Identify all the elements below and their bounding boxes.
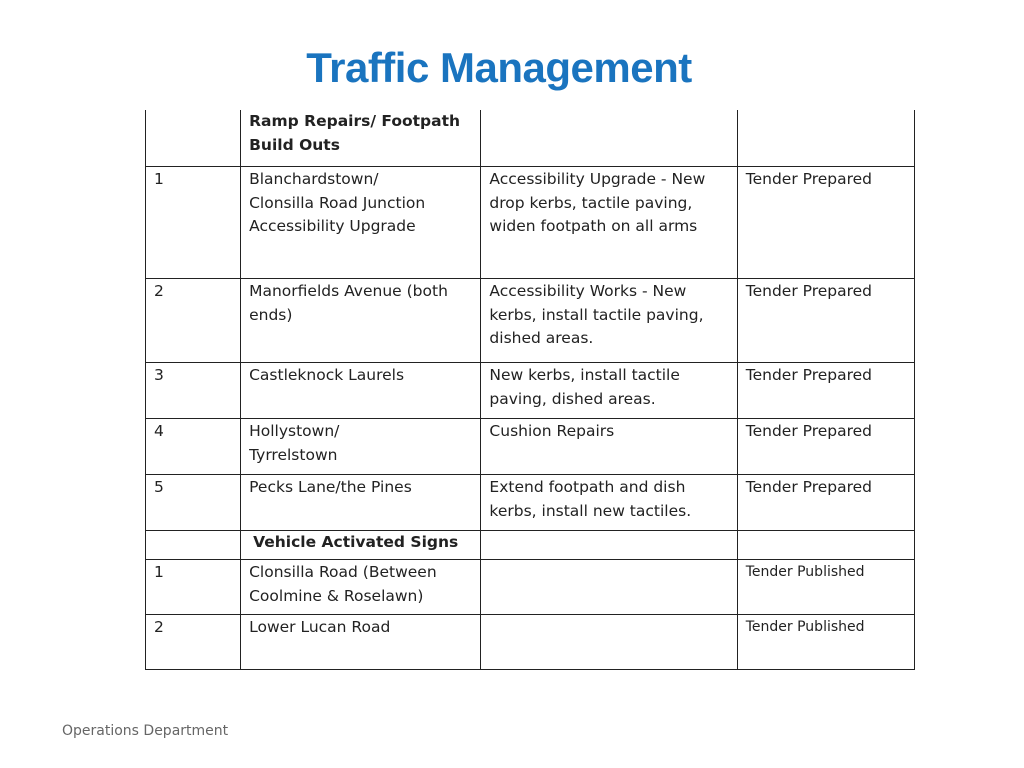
row-location: Castleknock Laurels (249, 366, 405, 384)
empty-cell (481, 531, 737, 560)
row-status: Tender Prepared (745, 170, 873, 188)
table-row (146, 615, 915, 670)
row-location: Blanchardstown/ Clonsilla Road Junction Accessibility Upgrade (249, 170, 426, 235)
empty-cell (146, 110, 241, 167)
row-location: Clonsilla Road (Between Coolmine & Roselawn) (249, 563, 437, 605)
empty-cell (481, 110, 737, 167)
row-number: 2 (154, 282, 164, 300)
row-number: 5 (154, 478, 164, 496)
row-description: New kerbs, install tactile paving, dished areas. (489, 366, 680, 408)
table-row (146, 475, 915, 531)
row-status: Tender Prepared (745, 366, 873, 384)
table-row (146, 560, 915, 615)
row-description (489, 615, 730, 616)
empty-cell (737, 110, 914, 167)
row-location: Lower Lucan Road (249, 618, 391, 636)
row-description: Accessibility Works - New kerbs, install tactile paving, dished areas. (489, 282, 704, 347)
row-number: 3 (154, 366, 164, 384)
row-description: Extend footpath and dish kerbs, install new tactiles. (489, 478, 692, 520)
row-status: Tender Published (745, 564, 865, 580)
section-heading-cell (241, 531, 481, 560)
section-heading-row (146, 110, 915, 167)
row-number: 4 (154, 422, 164, 440)
table-row (146, 363, 915, 419)
empty-cell (146, 531, 241, 560)
traffic-management-table (145, 110, 915, 670)
empty-cell (737, 531, 914, 560)
footer-department: Operations Department (62, 723, 229, 739)
row-location: Hollystown/ Tyrrelstown (249, 422, 340, 464)
table-row (146, 279, 915, 363)
section-heading: Vehicle Activated Signs (253, 533, 459, 551)
section-heading-cell (241, 110, 481, 167)
section-heading-row (146, 531, 915, 560)
section-heading: Ramp Repairs/ Footpath Build Outs (249, 112, 461, 154)
row-location: Manorfields Avenue (both ends) (249, 282, 448, 324)
row-number: 2 (154, 618, 164, 636)
table-row (146, 167, 915, 279)
table-row (146, 419, 915, 475)
row-description: Cushion Repairs (489, 422, 615, 440)
row-description: Accessibility Upgrade - New drop kerbs, tactile paving, widen footpath on all arms (489, 170, 706, 235)
row-description (489, 560, 730, 561)
row-status: Tender Prepared (745, 422, 873, 440)
row-number: 1 (154, 170, 164, 188)
row-location: Pecks Lane/the Pines (249, 478, 412, 496)
row-number: 1 (154, 563, 164, 581)
page-title: Traffic Management (306, 44, 692, 91)
row-status: Tender Published (745, 619, 865, 635)
row-status: Tender Prepared (745, 282, 873, 300)
row-status: Tender Prepared (745, 478, 873, 496)
